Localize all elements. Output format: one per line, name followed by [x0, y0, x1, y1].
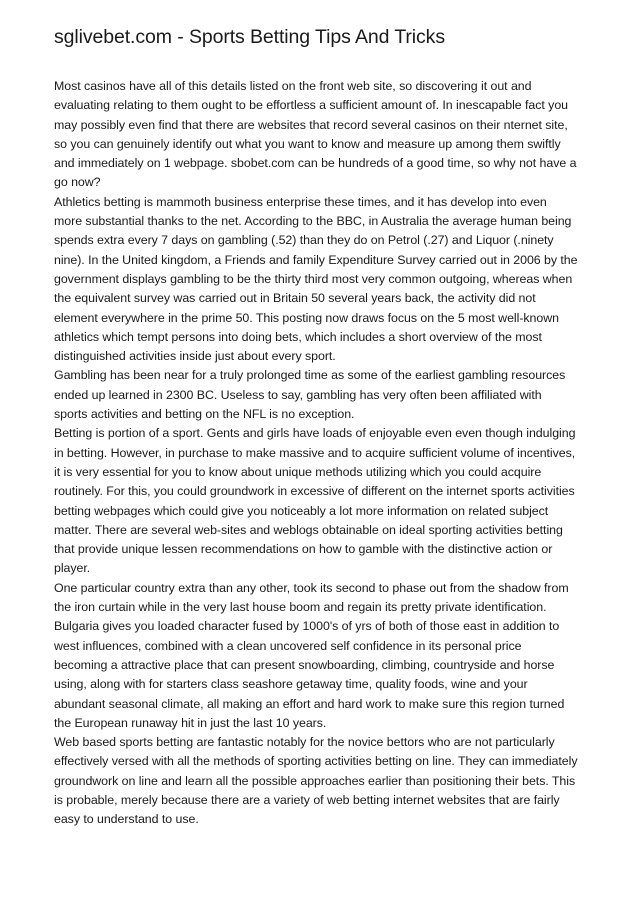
- paragraph-2: Athletics betting is mammoth business enterprise these times, and it has develop into even more substantial thanks to the net. According to the BBC, in Australia the average human being spends extra every 7 days on gambling (.52) than they do on Petrol (.27) and Liquor (.ninety nine). In the United kingdom, a Friends and family Expenditure Survey carried out in 2006 by the government displays gambling to be the thirty third most very common outgoing, whereas when the equivalent survey was carried out in Britain 50 several years back, the activity did not element everywhere in the prime 50. This posting now draws focus on the 5 most well-known athletics which tempt persons into doing bets, which includes a short overview of the most distinguished activities inside just about every sport.: [54, 194, 578, 364]
- paragraph-3: Gambling has been near for a truly prolonged time as some of the earliest gambling resources ended up learned in 2300 BC. Useless to say, gambling has very often been affiliated with sports activities and betting on the NFL is no exception.: [54, 368, 566, 422]
- paragraph-1: Most casinos have all of this details listed on the front web site, so discovering it out and evaluating relating to them ought to be effortless a sufficient amount of. In inescapable fact you may possibly even find that there are websites that record several casinos on their nternet site, so you can genuinely identify out what you want to know and measure up among them swiftly and immediately on 1 webpage. sbobet.com can be hundreds of a good time, so why not have a go now?: [54, 79, 577, 190]
- page-title: sglivebet.com - Sports Betting Tips And Tricks: [54, 26, 445, 48]
- paragraph-4: Betting is portion of a sport. Gents and girls have loads of enjoyable even even though indulging in betting. However, in purchase to make massive and to acquire sufficient volume of incentives, it is very essential for you to know about unique methods utilizing which you could acquire routinely. For this, you could groundwork in excessive of different on the internet sports activities betting webpages which could give you noticeably a lot more information on related subject matter. There are several web-sites and weblogs obtainable on ideal sporting activities betting that provide unique lessen recommendations on how to gamble with the distinctive action or player.: [54, 426, 576, 576]
- paragraph-5: One particular country extra than any other, took its second to phase out from the shadow from the iron curtain while in the very last house boom and regain its pretty private identification. Bulgaria gives you loaded character fused by 1000's of yrs of both of those east in addition to west influences, combined with a clean uncovered self confidence in its personal price becoming a attractive place that can present snowboarding, climbing, countryside and horse using, along with for starters class seashore getaway time, quality foods, wine and your abundant seasonal climate, all making an effort and hard work to make sure this region turned the European runaway hit in just the last 10 years.: [54, 580, 569, 730]
- paragraph-6: Web based sports betting are fantastic notably for the novice bettors who are not particularly effectively versed with all the methods of sporting activities betting on line. They can immediately groundwork on line and learn all the possible approaches earlier than positioning their bets. This is probable, merely because there are a variety of web betting internet websites that are fairly easy to understand to use.: [54, 735, 578, 827]
